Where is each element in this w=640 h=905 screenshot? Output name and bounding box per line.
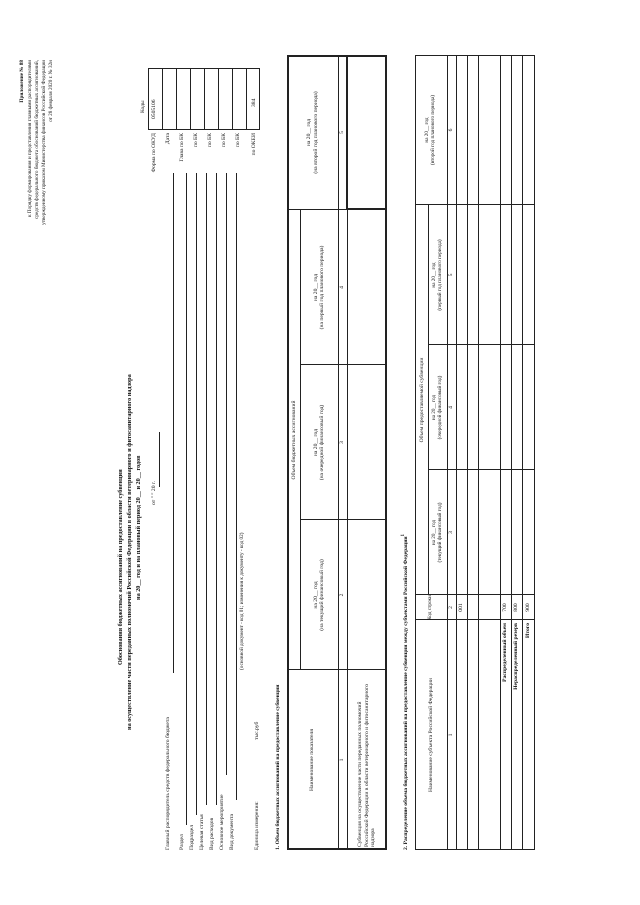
appendix-line: к Порядку формирования и представления главными распорядителями	[27, 60, 33, 217]
s1-col-name: Наименование показателя	[309, 729, 316, 791]
field-label: Главный распорядитель средств федерального бюджета	[165, 717, 171, 850]
s1-group-header: Объем бюджетных ассигнований	[290, 400, 297, 480]
doc-title-line1: Обоснования бюджетных ассигнований на предоставление субвенции	[117, 469, 124, 665]
s1-col-plan1: на 20__ год (на первый год планового периода)	[312, 245, 325, 330]
okei-label: по ОКЕИ	[251, 133, 257, 156]
s2-num: 3	[448, 531, 455, 534]
field-line	[216, 173, 217, 805]
unit-value: тыс.руб	[254, 721, 260, 740]
s1-num: 5	[339, 131, 346, 134]
s1-num: 2	[339, 593, 346, 597]
s2-num: 4	[448, 406, 455, 409]
s2-col-name: Наименование субъекта Российской Федерации	[427, 678, 434, 792]
s2-row-code: 800	[513, 603, 520, 612]
s2-num: 6	[448, 128, 455, 132]
appendix-line: средств федерального бюджета обоснований бюджетных ассигнований,	[34, 60, 40, 219]
s2-num: 2	[448, 606, 455, 609]
field-label: Вид расходов	[209, 817, 215, 850]
s1-col-plan2: на 20__ год (на второй год планового периода)	[306, 91, 319, 174]
s1-col-next: на 20__ год (на очередной финансовый год)	[312, 404, 325, 481]
code-row-label: Глава по БК	[179, 133, 185, 162]
field-line	[206, 173, 207, 805]
field-label: Целевая статья	[199, 814, 205, 850]
unit-label: Единица измерения:	[254, 801, 260, 850]
field-label: Вид документа	[229, 814, 235, 850]
appendix-line: от 28 февраля 2020 г. № 32н	[48, 60, 54, 122]
s1-row-label: Субвенция на осуществление части переданных полномочий Российской Федерации в области ветеринарного и фитосанитарного надзора	[357, 683, 377, 847]
s2-row-label: Итого	[525, 623, 532, 639]
s1-num: 1	[339, 758, 346, 762]
doc-title-line2: на осуществление части переданных полномочий Российской Федерации в области ветеринарного и фитосанитарного надзора	[126, 374, 133, 730]
code-row-label: Дата	[165, 133, 171, 145]
code-row-label: по БК	[235, 133, 241, 148]
code-row-label: по БК	[207, 133, 213, 148]
s2-col-next: на 20__ год (очередной финансовый год)	[430, 375, 443, 440]
doc-date: от " " 20 г.	[151, 481, 157, 505]
field-line	[226, 173, 227, 775]
code-row-label: по БК	[221, 133, 227, 148]
field-label: Подраздел	[189, 824, 195, 850]
field-line	[196, 173, 197, 815]
s2-row-label: Распределенный объем	[502, 623, 509, 682]
section1-title: 1. Объем бюджетных ассигнований на предоставление субвенции	[275, 684, 281, 850]
field-label: Раздел	[179, 834, 185, 850]
s2-group-header: Объем предоставляемой субвенции	[418, 357, 425, 443]
doc-type-note: (основной документ - код 01; изменения к документу - код 02)	[239, 532, 245, 670]
s1-num: 4	[339, 286, 346, 289]
field-line	[186, 173, 187, 825]
section2-footnote-marker: 1	[401, 534, 406, 537]
s1-col-current: на 20__ год (на текущий финансовый год)	[312, 559, 325, 631]
s2-col-current: на 20__ год (текущий финансовый год)	[430, 502, 443, 563]
field-label: Основное мероприятие	[219, 794, 225, 850]
s2-num: 5	[448, 273, 455, 277]
s2-col-plan2: на 20__ год (второй год планового периода)	[424, 95, 436, 165]
s2-col-plan1: на 20__ год (первый год планового периода)	[430, 239, 443, 311]
section1-highlight-cell	[346, 55, 387, 210]
s2-num: 1	[448, 733, 455, 737]
appendix-line: утвержденному приказом Министерства финансов Российской Федерации	[41, 60, 47, 225]
okei-code: 384	[251, 98, 257, 107]
field-line	[236, 173, 237, 800]
s2-row-code: 700	[502, 603, 509, 612]
form-code: 0505106	[151, 99, 157, 119]
section2-title: 2. Распределение объема бюджетных ассигнований на предоставление субвенции между субъектами Российской Федерации$^1$	[401, 534, 409, 850]
codes-header: Коды	[140, 100, 146, 113]
appendix-number: Приложение № 88	[19, 60, 25, 103]
doc-title-line3: на 20__ год и на плановый период 20__ и 20__ годов	[135, 455, 142, 600]
s2-row-label: Нераспределенный резерв	[513, 623, 520, 690]
s2-row-code: 001	[458, 603, 465, 612]
s2-col-code: Код строки	[427, 595, 434, 620]
date-underline	[159, 432, 160, 487]
s1-num: 3	[339, 441, 346, 444]
form-okud-label: Форма по ОКУД	[151, 133, 157, 173]
field-line	[173, 173, 174, 673]
s2-row-code: 900	[525, 603, 532, 612]
code-row-label: по БК	[193, 133, 199, 148]
